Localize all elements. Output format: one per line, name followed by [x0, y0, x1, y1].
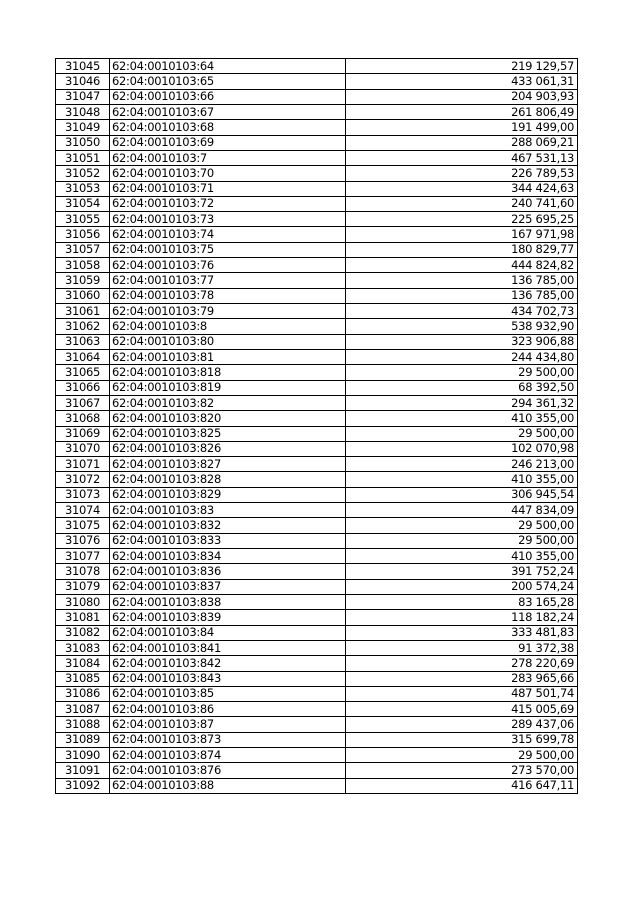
- row-number-cell: 31050: [56, 135, 110, 150]
- cadastral-number-cell: 62:04:0010103:839: [110, 610, 346, 625]
- table-row: [56, 135, 578, 150]
- cadastral-number-cell: 62:04:0010103:70: [110, 166, 346, 181]
- table-row: [56, 748, 578, 763]
- cadastral-number-cell: 62:04:0010103:78: [110, 288, 346, 303]
- cadastral-number-cell: 62:04:0010103:80: [110, 334, 346, 349]
- cadastral-number-cell: 62:04:0010103:81: [110, 349, 346, 364]
- cadastral-value-cell: 278 220,69: [346, 656, 578, 671]
- table-row: [56, 579, 578, 594]
- cadastral-value-cell: 29 500,00: [346, 518, 578, 533]
- cadastral-number-cell: 62:04:0010103:72: [110, 196, 346, 211]
- cadastral-number-cell: 62:04:0010103:836: [110, 564, 346, 579]
- row-number-cell: 31080: [56, 594, 110, 609]
- table-row: [56, 702, 578, 717]
- table-row: [56, 349, 578, 364]
- cadastral-number-cell: 62:04:0010103:7: [110, 150, 346, 165]
- table-row: [56, 594, 578, 609]
- row-number-cell: 31061: [56, 304, 110, 319]
- cadastral-value-cell: 240 741,60: [346, 196, 578, 211]
- cadastral-number-cell: 62:04:0010103:827: [110, 457, 346, 472]
- cadastral-number-cell: 62:04:0010103:826: [110, 441, 346, 456]
- cadastral-number-cell: 62:04:0010103:73: [110, 212, 346, 227]
- table-row: [56, 656, 578, 671]
- table-row: [56, 441, 578, 456]
- table-row: [56, 625, 578, 640]
- cadastral-value-cell: 136 785,00: [346, 288, 578, 303]
- cadastral-number-cell: 62:04:0010103:88: [110, 778, 346, 793]
- cadastral-number-cell: 62:04:0010103:820: [110, 411, 346, 426]
- table-row: [56, 503, 578, 518]
- row-number-cell: 31071: [56, 457, 110, 472]
- cadastral-value-cell: 323 906,88: [346, 334, 578, 349]
- cadastral-value-cell: 415 005,69: [346, 702, 578, 717]
- table-row: [56, 120, 578, 135]
- cadastral-number-cell: 62:04:0010103:67: [110, 104, 346, 119]
- cadastral-number-cell: 62:04:0010103:76: [110, 258, 346, 273]
- cadastral-number-cell: 62:04:0010103:837: [110, 579, 346, 594]
- row-number-cell: 31060: [56, 288, 110, 303]
- table-row: [56, 640, 578, 655]
- row-number-cell: 31074: [56, 503, 110, 518]
- cadastral-number-cell: 62:04:0010103:818: [110, 365, 346, 380]
- table-row: [56, 487, 578, 502]
- row-number-cell: 31076: [56, 533, 110, 548]
- cadastral-number-cell: 62:04:0010103:79: [110, 304, 346, 319]
- table-row: [56, 258, 578, 273]
- table-row: [56, 196, 578, 211]
- cadastral-value-cell: 333 481,83: [346, 625, 578, 640]
- row-number-cell: 31087: [56, 702, 110, 717]
- table-row: [56, 671, 578, 686]
- row-number-cell: 31073: [56, 487, 110, 502]
- cadastral-value-cell: 118 182,24: [346, 610, 578, 625]
- table-row: [56, 426, 578, 441]
- cadastral-number-cell: 62:04:0010103:71: [110, 181, 346, 196]
- cadastral-number-cell: 62:04:0010103:83: [110, 503, 346, 518]
- table-row: [56, 104, 578, 119]
- cadastral-value-cell: 29 500,00: [346, 748, 578, 763]
- table-row: [56, 181, 578, 196]
- table-row: [56, 59, 578, 74]
- cadastral-value-cell: 315 699,78: [346, 732, 578, 747]
- table-row: [56, 533, 578, 548]
- table-row: [56, 334, 578, 349]
- cadastral-value-cell: 294 361,32: [346, 395, 578, 410]
- cadastral-value-cell: 447 834,09: [346, 503, 578, 518]
- cadastral-value-cell: 219 129,57: [346, 59, 578, 74]
- table-row: [56, 564, 578, 579]
- cadastral-number-cell: 62:04:0010103:874: [110, 748, 346, 763]
- row-number-cell: 31062: [56, 319, 110, 334]
- cadastral-value-cell: 191 499,00: [346, 120, 578, 135]
- cadastral-number-cell: 62:04:0010103:876: [110, 763, 346, 778]
- row-number-cell: 31070: [56, 441, 110, 456]
- table-row: [56, 380, 578, 395]
- row-number-cell: 31086: [56, 686, 110, 701]
- row-number-cell: 31079: [56, 579, 110, 594]
- table-row: [56, 89, 578, 104]
- cadastral-value-cell: 283 965,66: [346, 671, 578, 686]
- cadastral-value-cell: 487 501,74: [346, 686, 578, 701]
- row-number-cell: 31081: [56, 610, 110, 625]
- table-row: [56, 411, 578, 426]
- table-row: [56, 717, 578, 732]
- cadastral-value-cell: 434 702,73: [346, 304, 578, 319]
- cadastral-value-cell: 29 500,00: [346, 426, 578, 441]
- row-number-cell: 31046: [56, 74, 110, 89]
- cadastral-number-cell: 62:04:0010103:841: [110, 640, 346, 655]
- row-number-cell: 31057: [56, 242, 110, 257]
- table-row: [56, 518, 578, 533]
- table-row: [56, 549, 578, 564]
- table-row: [56, 686, 578, 701]
- row-number-cell: 31053: [56, 181, 110, 196]
- cadastral-number-cell: 62:04:0010103:842: [110, 656, 346, 671]
- cadastral-value-cell: 288 069,21: [346, 135, 578, 150]
- cadastral-value-cell: 433 061,31: [346, 74, 578, 89]
- cadastral-number-cell: 62:04:0010103:69: [110, 135, 346, 150]
- row-number-cell: 31084: [56, 656, 110, 671]
- table-row: [56, 74, 578, 89]
- cadastral-value-cell: 83 165,28: [346, 594, 578, 609]
- cadastral-number-cell: 62:04:0010103:75: [110, 242, 346, 257]
- cadastral-number-cell: 62:04:0010103:87: [110, 717, 346, 732]
- row-number-cell: 31054: [56, 196, 110, 211]
- row-number-cell: 31045: [56, 59, 110, 74]
- row-number-cell: 31052: [56, 166, 110, 181]
- row-number-cell: 31092: [56, 778, 110, 793]
- row-number-cell: 31091: [56, 763, 110, 778]
- cadastral-number-cell: 62:04:0010103:843: [110, 671, 346, 686]
- table-row: [56, 242, 578, 257]
- row-number-cell: 31068: [56, 411, 110, 426]
- row-number-cell: 31069: [56, 426, 110, 441]
- cadastral-number-cell: 62:04:0010103:68: [110, 120, 346, 135]
- cadastral-value-cell: 68 392,50: [346, 380, 578, 395]
- cadastral-number-cell: 62:04:0010103:66: [110, 89, 346, 104]
- cadastral-value-cell: 261 806,49: [346, 104, 578, 119]
- table-row: [56, 304, 578, 319]
- row-number-cell: 31088: [56, 717, 110, 732]
- cadastral-value-cell: 204 903,93: [346, 89, 578, 104]
- row-number-cell: 31082: [56, 625, 110, 640]
- cadastral-number-cell: 62:04:0010103:8: [110, 319, 346, 334]
- cadastral-value-cell: 29 500,00: [346, 365, 578, 380]
- row-number-cell: 31049: [56, 120, 110, 135]
- cadastral-value-cell: 391 752,24: [346, 564, 578, 579]
- table-row: [56, 212, 578, 227]
- cadastral-number-cell: 62:04:0010103:833: [110, 533, 346, 548]
- cadastral-value-cell: 180 829,77: [346, 242, 578, 257]
- table-row: [56, 273, 578, 288]
- table-row: [56, 288, 578, 303]
- table-row: [56, 763, 578, 778]
- cadastral-value-table: [55, 58, 578, 794]
- table-row: [56, 732, 578, 747]
- row-number-cell: 31083: [56, 640, 110, 655]
- cadastral-number-cell: 62:04:0010103:838: [110, 594, 346, 609]
- cadastral-value-cell: 444 824,82: [346, 258, 578, 273]
- cadastral-value-cell: 244 434,80: [346, 349, 578, 364]
- cadastral-value-cell: 226 789,53: [346, 166, 578, 181]
- cadastral-number-cell: 62:04:0010103:82: [110, 395, 346, 410]
- table-row: [56, 319, 578, 334]
- cadastral-value-cell: 273 570,00: [346, 763, 578, 778]
- row-number-cell: 31078: [56, 564, 110, 579]
- cadastral-number-cell: 62:04:0010103:84: [110, 625, 346, 640]
- table-row: [56, 778, 578, 793]
- row-number-cell: 31089: [56, 732, 110, 747]
- cadastral-value-cell: 306 945,54: [346, 487, 578, 502]
- cadastral-number-cell: 62:04:0010103:873: [110, 732, 346, 747]
- row-number-cell: 31047: [56, 89, 110, 104]
- row-number-cell: 31072: [56, 472, 110, 487]
- row-number-cell: 31065: [56, 365, 110, 380]
- table-row: [56, 395, 578, 410]
- cadastral-value-cell: 29 500,00: [346, 533, 578, 548]
- cadastral-number-cell: 62:04:0010103:74: [110, 227, 346, 242]
- cadastral-number-cell: 62:04:0010103:64: [110, 59, 346, 74]
- cadastral-number-cell: 62:04:0010103:85: [110, 686, 346, 701]
- table-row: [56, 166, 578, 181]
- row-number-cell: 31048: [56, 104, 110, 119]
- row-number-cell: 31085: [56, 671, 110, 686]
- table-row: [56, 150, 578, 165]
- cadastral-number-cell: 62:04:0010103:825: [110, 426, 346, 441]
- row-number-cell: 31067: [56, 395, 110, 410]
- cadastral-value-cell: 467 531,13: [346, 150, 578, 165]
- row-number-cell: 31056: [56, 227, 110, 242]
- row-number-cell: 31055: [56, 212, 110, 227]
- row-number-cell: 31051: [56, 150, 110, 165]
- cadastral-value-cell: 410 355,00: [346, 411, 578, 426]
- cadastral-value-cell: 102 070,98: [346, 441, 578, 456]
- cadastral-number-cell: 62:04:0010103:86: [110, 702, 346, 717]
- cadastral-value-cell: 344 424,63: [346, 181, 578, 196]
- table-row: [56, 610, 578, 625]
- cadastral-value-cell: 167 971,98: [346, 227, 578, 242]
- cadastral-value-cell: 538 932,90: [346, 319, 578, 334]
- cadastral-number-cell: 62:04:0010103:834: [110, 549, 346, 564]
- row-number-cell: 31059: [56, 273, 110, 288]
- row-number-cell: 31075: [56, 518, 110, 533]
- table-body: [56, 59, 578, 794]
- cadastral-number-cell: 62:04:0010103:65: [110, 74, 346, 89]
- table-row: [56, 365, 578, 380]
- cadastral-value-cell: 416 647,11: [346, 778, 578, 793]
- cadastral-number-cell: 62:04:0010103:77: [110, 273, 346, 288]
- cadastral-value-cell: 410 355,00: [346, 549, 578, 564]
- cadastral-value-cell: 289 437,06: [346, 717, 578, 732]
- cadastral-value-cell: 91 372,38: [346, 640, 578, 655]
- cadastral-value-cell: 225 695,25: [346, 212, 578, 227]
- row-number-cell: 31066: [56, 380, 110, 395]
- cadastral-value-cell: 410 355,00: [346, 472, 578, 487]
- row-number-cell: 31077: [56, 549, 110, 564]
- table-row: [56, 457, 578, 472]
- cadastral-number-cell: 62:04:0010103:819: [110, 380, 346, 395]
- cadastral-number-cell: 62:04:0010103:828: [110, 472, 346, 487]
- cadastral-number-cell: 62:04:0010103:832: [110, 518, 346, 533]
- cadastral-value-cell: 246 213,00: [346, 457, 578, 472]
- table-row: [56, 472, 578, 487]
- cadastral-value-cell: 200 574,24: [346, 579, 578, 594]
- row-number-cell: 31064: [56, 349, 110, 364]
- table-row: [56, 227, 578, 242]
- row-number-cell: 31058: [56, 258, 110, 273]
- row-number-cell: 31090: [56, 748, 110, 763]
- cadastral-value-cell: 136 785,00: [346, 273, 578, 288]
- cadastral-number-cell: 62:04:0010103:829: [110, 487, 346, 502]
- row-number-cell: 31063: [56, 334, 110, 349]
